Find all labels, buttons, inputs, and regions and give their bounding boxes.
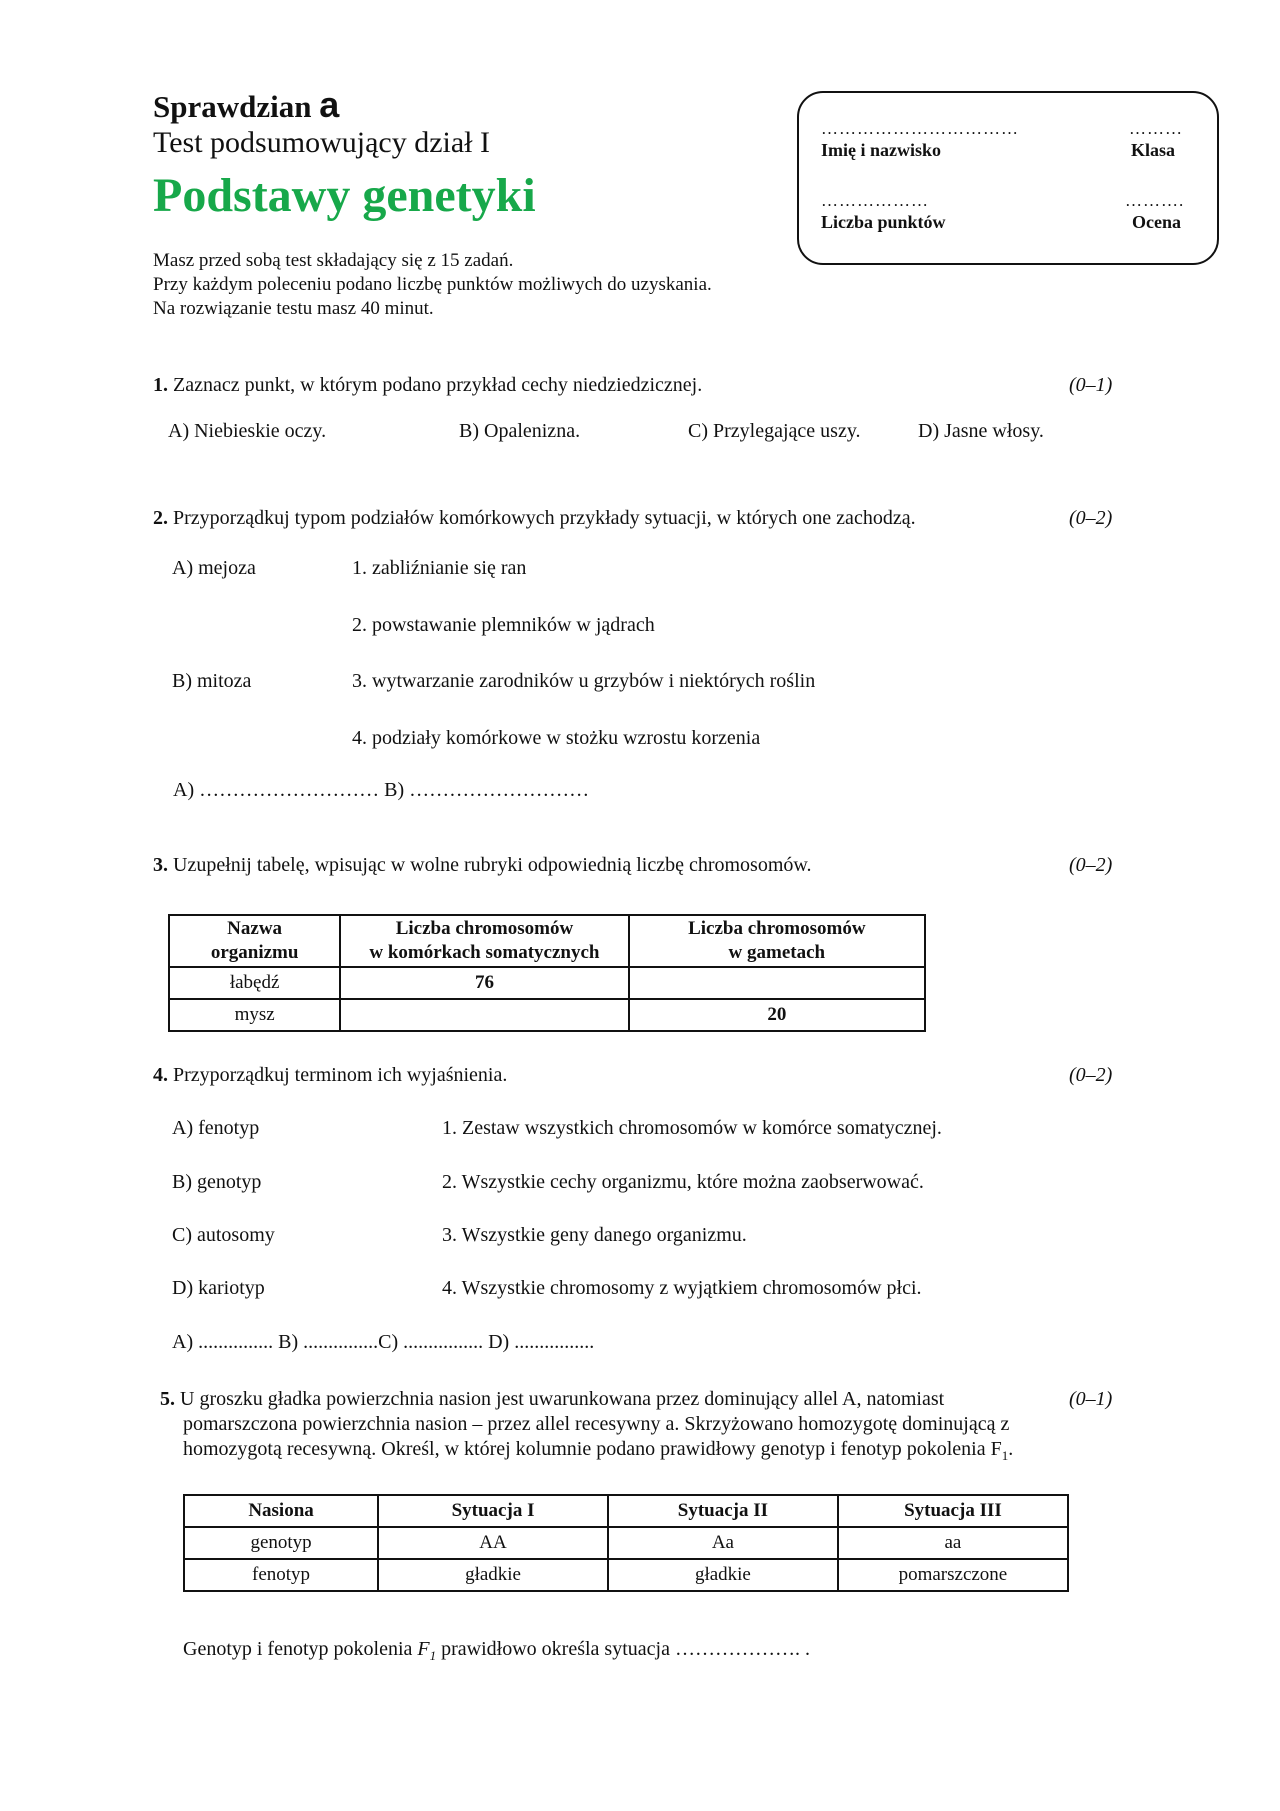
answer-line[interactable]: A) ............... B) ...............C) ................ D) ................ — [172, 1331, 595, 1353]
test-word: Sprawdzian — [153, 89, 312, 124]
question-2 — [153, 507, 916, 530]
question-number: 2. — [153, 507, 168, 529]
question-points: (0–1) — [1069, 1388, 1113, 1410]
student-info-box — [797, 91, 1219, 265]
class-label: Klasa — [1131, 140, 1176, 160]
question-text: Zaznacz punkt, w którym podano przykład cechy niedziedzicznej. — [173, 374, 703, 396]
generation-symbol: F — [417, 1638, 430, 1660]
table-cell: mysz — [169, 999, 340, 1031]
points-label: Liczba punktów — [821, 212, 946, 232]
table-row — [169, 967, 925, 999]
name-field[interactable]: …………………………… — [821, 119, 1019, 138]
table-cell: aa — [838, 1527, 1068, 1559]
question-text: pomarszczona powierzchnia nasion – przez allel recesywny a. Skrzyżowano homozygotę dominującą z — [183, 1413, 1010, 1435]
table-header: Sytuacja I — [378, 1495, 608, 1527]
table-header: Nasiona — [184, 1495, 378, 1527]
question-number: 1. — [153, 374, 168, 396]
table-cell: genotyp — [184, 1527, 378, 1559]
table-cell: pomarszczone — [838, 1559, 1068, 1591]
question-text-segment: . — [1008, 1438, 1014, 1460]
name-label: Imię i nazwisko — [821, 140, 942, 160]
table-header: Sytuacja III — [838, 1495, 1068, 1527]
question-text-segment: homozygotą recesywną. Określ, w której kolumnie podano prawidłowy genotyp i fenotyp pokolenia F — [183, 1438, 1002, 1460]
question-text — [183, 1438, 1013, 1464]
question-points: (0–2) — [1069, 1064, 1113, 1086]
table-header: Nazwa organizmu — [169, 915, 340, 967]
division-type: B) mitoza — [172, 670, 252, 692]
question-number: 4. — [153, 1064, 168, 1086]
question-3 — [153, 854, 812, 877]
table-row — [184, 1559, 1068, 1591]
table-cell: AA — [378, 1527, 608, 1559]
answer-line[interactable] — [183, 1638, 810, 1664]
question-text: U groszku gładka powierzchnia nasion jest uwarunkowana przez dominujący allel A, natomiast — [180, 1388, 945, 1410]
intro-line: Na rozwiązanie testu masz 40 minut. — [153, 298, 434, 319]
term-item: C) autosomy — [172, 1224, 275, 1246]
table-header: Liczba chromosomów w komórkach somatycznych — [340, 915, 628, 967]
table-cell: fenotyp — [184, 1559, 378, 1591]
page-title: Podstawy genetyki — [153, 169, 536, 222]
question-text: Przyporządkuj typom podziałów komórkowych przykłady sytuacji, w których one zachodzą. — [173, 507, 916, 529]
table-cell: łabędź — [169, 967, 340, 999]
question-points: (0–2) — [1069, 854, 1113, 876]
option-a[interactable]: A) Niebieskie oczy. — [168, 420, 327, 442]
situation-item: 1. zabliźnianie się ran — [352, 557, 527, 579]
term-item: A) fenotyp — [172, 1117, 260, 1139]
term-item: B) genotyp — [172, 1171, 262, 1193]
question-points: (0–1) — [1069, 374, 1113, 396]
situation-item: 4. podziały komórkowe w stożku wzrostu korzenia — [352, 727, 761, 749]
table-header: Sytuacja II — [608, 1495, 838, 1527]
grade-field[interactable]: ………. — [1125, 191, 1185, 210]
question-4 — [153, 1064, 507, 1087]
question-text: Przyporządkuj terminom ich wyjaśnienia. — [173, 1064, 508, 1086]
grade-label: Ocena — [1132, 212, 1181, 232]
option-d[interactable]: D) Jasne włosy. — [918, 420, 1044, 442]
definition-item: 4. Wszystkie chromosomy z wyjątkiem chromosomów płci. — [442, 1277, 922, 1299]
table-cell: 20 — [629, 999, 925, 1031]
class-field[interactable]: ……… — [1129, 119, 1183, 138]
question-text: Uzupełnij tabelę, wpisując w wolne rubryki odpowiednią liczbę chromosomów. — [173, 854, 812, 876]
intro-line: Przy każdym poleceniu podano liczbę punktów możliwych do uzyskania. — [153, 274, 712, 295]
chromosome-table — [168, 914, 926, 1032]
page-subtitle: Test podsumowujący dział I — [153, 126, 490, 159]
situation-item: 3. wytwarzanie zarodników u grzybów i niektórych roślin — [352, 670, 816, 692]
option-b[interactable]: B) Opalenizna. — [459, 420, 581, 442]
points-field[interactable]: ……………… — [821, 191, 929, 210]
question-5 — [160, 1388, 944, 1411]
answer-text: prawidłowo określa sytuacja ………………. . — [436, 1638, 810, 1660]
table-row — [169, 999, 925, 1031]
situation-item: 2. powstawanie plemników w jądrach — [352, 614, 655, 636]
genotype-table — [183, 1494, 1069, 1592]
question-points: (0–2) — [1069, 507, 1113, 529]
table-cell: 76 — [340, 967, 628, 999]
definition-item: 2. Wszystkie cechy organizmu, które można zaobserwować. — [442, 1171, 924, 1193]
table-row — [184, 1527, 1068, 1559]
definition-item: 1. Zestaw wszystkich chromosomów w komórce somatycznej. — [442, 1117, 942, 1139]
question-number: 5. — [160, 1388, 175, 1410]
table-header: Liczba chromosomów w gametach — [629, 915, 925, 967]
table-answer-cell[interactable] — [629, 967, 925, 999]
question-number: 3. — [153, 854, 168, 876]
term-item: D) kariotyp — [172, 1277, 265, 1299]
answer-text: Genotyp i fenotyp pokolenia — [183, 1638, 418, 1660]
option-c[interactable]: C) Przylegające uszy. — [688, 420, 861, 442]
test-label — [153, 84, 339, 126]
definition-item: 3. Wszystkie geny danego organizmu. — [442, 1224, 747, 1246]
subscript: 1 — [429, 1648, 437, 1663]
division-type: A) mejoza — [172, 557, 256, 579]
table-answer-cell[interactable] — [340, 999, 628, 1031]
subscript: 1 — [1001, 1448, 1009, 1463]
answer-line[interactable]: A) ……………………… B) ……………………… — [173, 779, 590, 801]
intro-line: Masz przed sobą test składający się z 15 zadań. — [153, 250, 514, 271]
table-cell: gładkie — [378, 1559, 608, 1591]
table-cell: Aa — [608, 1527, 838, 1559]
question-1 — [153, 374, 702, 397]
test-variant-letter: a — [319, 84, 340, 125]
table-cell: gładkie — [608, 1559, 838, 1591]
